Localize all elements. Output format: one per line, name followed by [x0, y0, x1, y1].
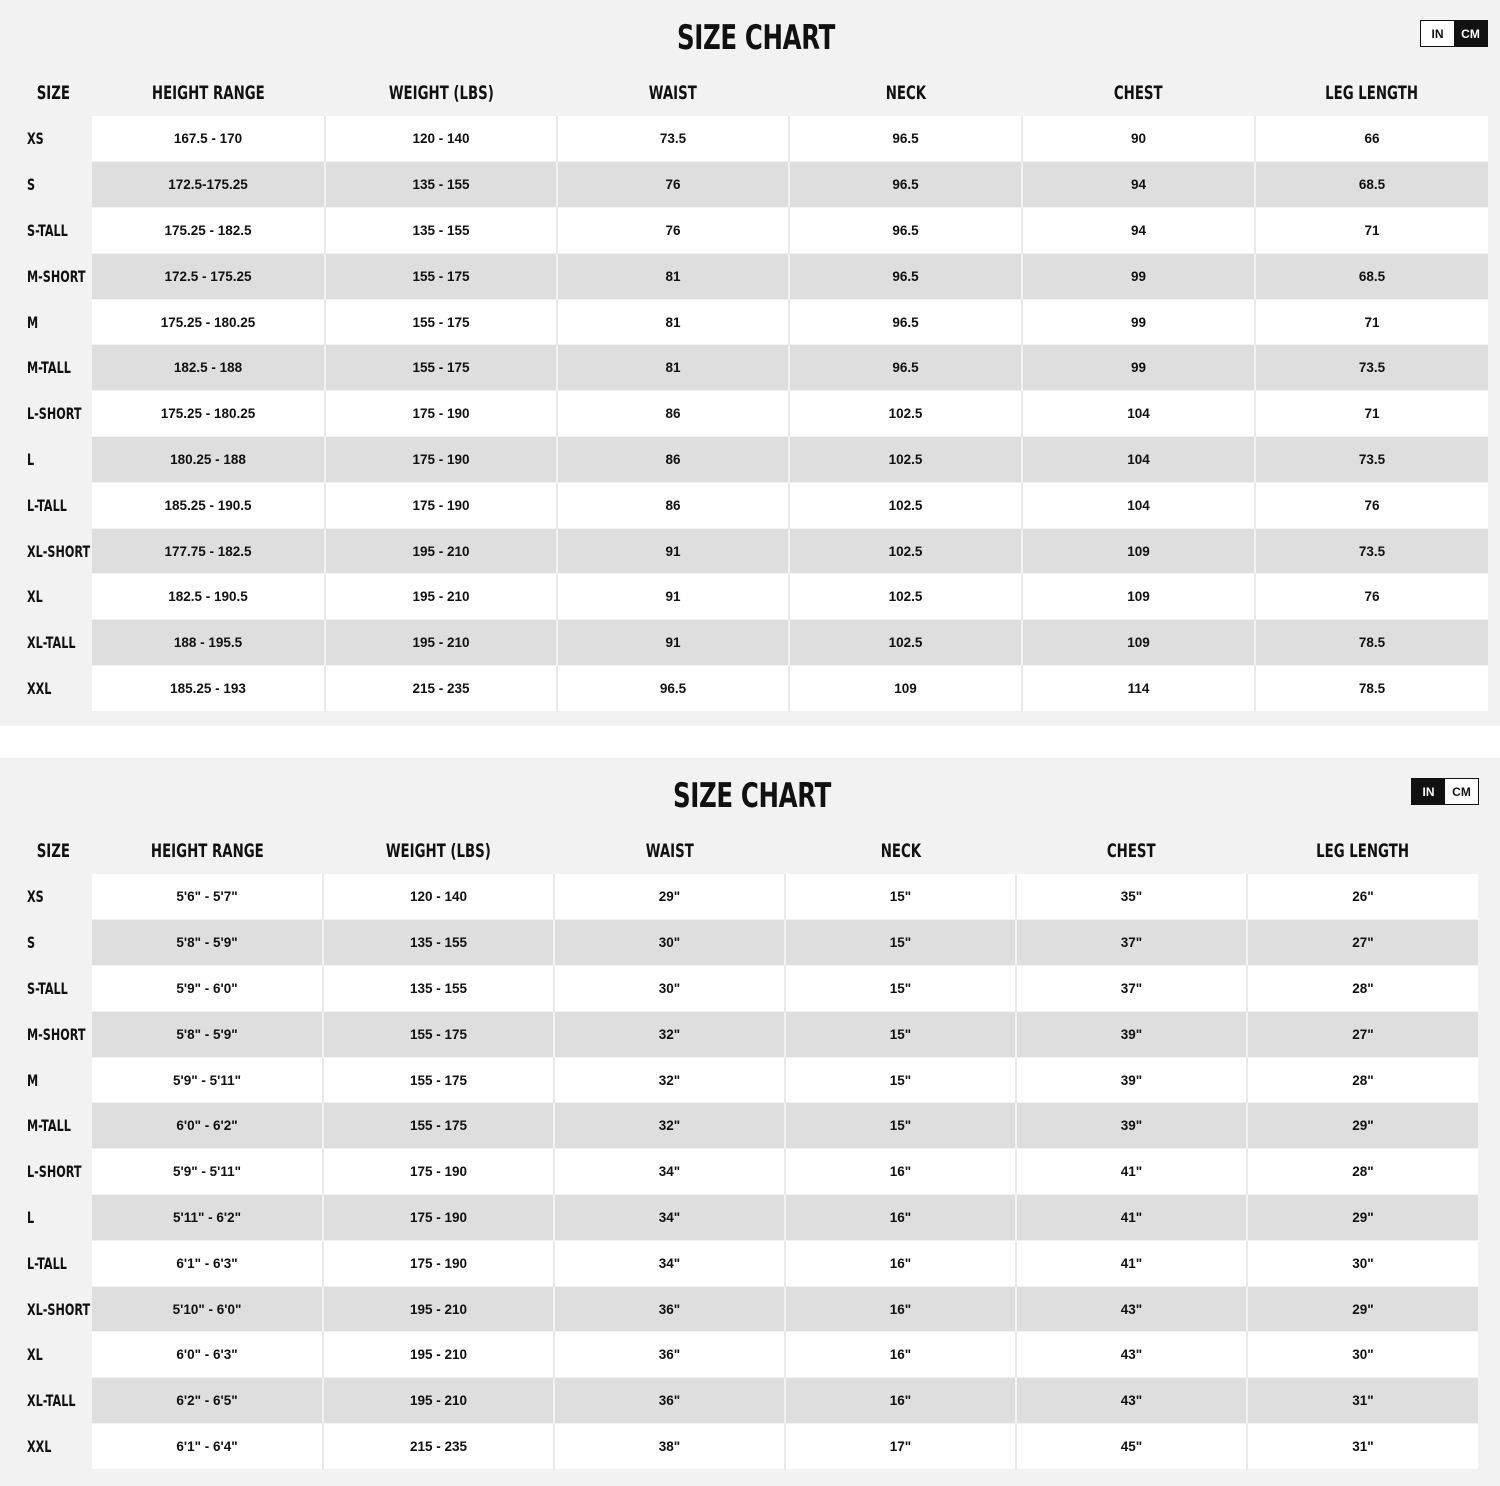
leg-length-cell: 68.5: [1255, 253, 1488, 299]
height-range-cell: 185.25 - 190.5: [92, 482, 325, 528]
header-leg-length: [1247, 828, 1478, 874]
leg-length-cell: 73.5: [1255, 345, 1488, 391]
column-header-label: WAIST: [648, 82, 698, 104]
size-label-text: XS: [27, 129, 44, 149]
size-label: [0, 391, 92, 437]
waist-cell: 81: [557, 253, 789, 299]
table-row: [0, 391, 1488, 437]
header-height-range: [92, 828, 323, 874]
waist-cell: 32": [554, 1103, 785, 1149]
height-range-cell: 5'6" - 5'7": [92, 874, 323, 920]
column-header-label: NECK: [880, 840, 921, 862]
height-range-cell: 175.25 - 182.5: [92, 208, 325, 254]
column-header-label: LEG LENGTH: [1325, 82, 1418, 104]
weight-cell: 155 - 175: [325, 299, 557, 345]
table-row: [0, 1286, 1478, 1332]
table-row: [0, 874, 1478, 920]
waist-cell: 76: [557, 208, 789, 254]
size-chart-in-panel: [0, 758, 1500, 1486]
table-row: [0, 1240, 1478, 1286]
chest-cell: 94: [1022, 208, 1255, 254]
size-label: [0, 874, 92, 920]
header-leg-length: [1255, 70, 1488, 116]
size-label-text: L-TALL: [27, 495, 67, 515]
chest-cell: 43": [1016, 1286, 1247, 1332]
weight-cell: 120 - 140: [323, 874, 554, 920]
weight-cell: 195 - 210: [323, 1332, 554, 1378]
table-row: [0, 920, 1478, 966]
column-header-label: SIZE: [36, 840, 70, 862]
header-size: [0, 828, 92, 874]
height-range-cell: 5'11" - 6'2": [92, 1195, 323, 1241]
leg-length-cell: 29": [1247, 1286, 1478, 1332]
size-label-text: M: [27, 312, 39, 332]
unit-cm-button[interactable]: CM: [1454, 21, 1487, 46]
waist-cell: 91: [557, 574, 789, 620]
header-neck: [789, 70, 1022, 116]
table-row: [0, 1332, 1478, 1378]
leg-length-cell: 26": [1247, 874, 1478, 920]
table-row: [0, 1057, 1478, 1103]
size-label-text: XL-TALL: [27, 633, 76, 653]
waist-cell: 34": [554, 1195, 785, 1241]
size-chart-cm-panel: [0, 0, 1500, 726]
size-label: [0, 208, 92, 254]
leg-length-cell: 76: [1255, 574, 1488, 620]
leg-length-cell: 27": [1247, 920, 1478, 966]
column-header-label: CHEST: [1107, 840, 1156, 862]
height-range-cell: 182.5 - 190.5: [92, 574, 325, 620]
size-label: [0, 1240, 92, 1286]
waist-cell: 91: [557, 620, 789, 666]
height-range-cell: 177.75 - 182.5: [92, 528, 325, 574]
size-label-text: S: [27, 175, 36, 195]
size-label-text: XL-SHORT: [27, 541, 91, 561]
size-label-text: L-TALL: [27, 1253, 67, 1273]
waist-cell: 86: [557, 391, 789, 437]
weight-cell: 120 - 140: [325, 116, 557, 162]
leg-length-cell: 78.5: [1255, 666, 1488, 712]
waist-cell: 81: [557, 299, 789, 345]
neck-cell: 96.5: [789, 116, 1022, 162]
waist-cell: 36": [554, 1332, 785, 1378]
neck-cell: 96.5: [789, 253, 1022, 299]
table-row: [0, 162, 1488, 208]
size-table-cm: [0, 70, 1488, 712]
neck-cell: 16": [785, 1332, 1016, 1378]
weight-cell: 175 - 190: [325, 437, 557, 483]
weight-cell: 175 - 190: [325, 482, 557, 528]
neck-cell: 15": [785, 1011, 1016, 1057]
height-range-cell: 5'9" - 6'0": [92, 966, 323, 1012]
size-label: [0, 620, 92, 666]
chest-cell: 104: [1022, 437, 1255, 483]
chest-cell: 45": [1016, 1424, 1247, 1470]
chest-cell: 99: [1022, 345, 1255, 391]
size-label: [0, 1195, 92, 1241]
waist-cell: 32": [554, 1011, 785, 1057]
weight-cell: 175 - 190: [323, 1195, 554, 1241]
leg-length-cell: 71: [1255, 391, 1488, 437]
waist-cell: 32": [554, 1057, 785, 1103]
column-header-label: HEIGHT RANGE: [152, 82, 265, 104]
unit-toggle: [1411, 778, 1479, 805]
weight-cell: 195 - 210: [325, 620, 557, 666]
neck-cell: 15": [785, 874, 1016, 920]
leg-length-cell: 28": [1247, 1149, 1478, 1195]
neck-cell: 15": [785, 966, 1016, 1012]
size-label: [0, 162, 92, 208]
size-table-in: [0, 828, 1478, 1470]
chest-cell: 109: [1022, 574, 1255, 620]
table-row: [0, 345, 1488, 391]
weight-cell: 175 - 190: [323, 1149, 554, 1195]
weight-cell: 155 - 175: [323, 1057, 554, 1103]
size-label-text: M-TALL: [27, 358, 71, 378]
size-label-text: L: [27, 449, 35, 469]
neck-cell: 102.5: [789, 574, 1022, 620]
weight-cell: 135 - 155: [325, 162, 557, 208]
weight-cell: 215 - 235: [325, 666, 557, 712]
height-range-cell: 185.25 - 193: [92, 666, 325, 712]
weight-cell: 155 - 175: [325, 253, 557, 299]
waist-cell: 34": [554, 1240, 785, 1286]
chest-cell: 41": [1016, 1195, 1247, 1241]
neck-cell: 102.5: [789, 482, 1022, 528]
unit-toggle: [1420, 20, 1488, 47]
weight-cell: 215 - 235: [323, 1424, 554, 1470]
header-weight: [325, 70, 557, 116]
size-label-text: S-TALL: [27, 978, 68, 998]
header-chest: [1016, 828, 1247, 874]
table-row: [0, 253, 1488, 299]
neck-cell: 16": [785, 1240, 1016, 1286]
size-label-text: XXL: [27, 1436, 52, 1456]
size-label: [0, 482, 92, 528]
size-label-text: XXL: [27, 678, 52, 698]
neck-cell: 15": [785, 920, 1016, 966]
size-label-text: XL: [27, 587, 43, 607]
column-header-label: WEIGHT (LBS): [388, 82, 494, 104]
height-range-cell: 175.25 - 180.25: [92, 299, 325, 345]
size-label-text: XS: [27, 887, 44, 907]
column-header-label: NECK: [885, 82, 926, 104]
size-label: [0, 666, 92, 712]
table-row: [0, 1195, 1478, 1241]
leg-length-cell: 27": [1247, 1011, 1478, 1057]
column-header-label: WAIST: [645, 840, 694, 862]
size-label-text: M-TALL: [27, 1116, 71, 1136]
waist-cell: 76: [557, 162, 789, 208]
header-waist: [554, 828, 785, 874]
weight-cell: 135 - 155: [325, 208, 557, 254]
table-row: [0, 1378, 1478, 1424]
waist-cell: 30": [554, 966, 785, 1012]
waist-cell: 29": [554, 874, 785, 920]
size-label: [0, 1378, 92, 1424]
table-row: [0, 1424, 1478, 1470]
size-label: [0, 920, 92, 966]
height-range-cell: 5'10" - 6'0": [92, 1286, 323, 1332]
weight-cell: 155 - 175: [323, 1103, 554, 1149]
neck-cell: 17": [785, 1424, 1016, 1470]
height-range-cell: 180.25 - 188: [92, 437, 325, 483]
weight-cell: 155 - 175: [323, 1011, 554, 1057]
chest-cell: 43": [1016, 1332, 1247, 1378]
waist-cell: 38": [554, 1424, 785, 1470]
leg-length-cell: 31": [1247, 1424, 1478, 1470]
leg-length-cell: 31": [1247, 1378, 1478, 1424]
leg-length-cell: 28": [1247, 1057, 1478, 1103]
waist-cell: 36": [554, 1378, 785, 1424]
neck-cell: 16": [785, 1149, 1016, 1195]
column-header-label: SIZE: [36, 82, 70, 104]
size-label-text: XL-SHORT: [27, 1299, 91, 1319]
neck-cell: 102.5: [789, 528, 1022, 574]
neck-cell: 96.5: [789, 162, 1022, 208]
table-row: [0, 299, 1488, 345]
header-waist: [557, 70, 789, 116]
table-row: [0, 208, 1488, 254]
size-label-text: M-SHORT: [27, 266, 86, 286]
neck-cell: 102.5: [789, 437, 1022, 483]
weight-cell: 135 - 155: [323, 966, 554, 1012]
leg-length-cell: 29": [1247, 1195, 1478, 1241]
header-size: [0, 70, 92, 116]
size-label: [0, 528, 92, 574]
leg-length-cell: 30": [1247, 1332, 1478, 1378]
height-range-cell: 175.25 - 180.25: [92, 391, 325, 437]
height-range-cell: 6'1" - 6'4": [92, 1424, 323, 1470]
table-header-row: [0, 70, 1488, 116]
size-label-text: L-SHORT: [27, 404, 82, 424]
size-label-text: S: [27, 933, 36, 953]
leg-length-cell: 28": [1247, 966, 1478, 1012]
size-chart-title: SIZE CHART: [673, 776, 831, 816]
size-label: [0, 1286, 92, 1332]
neck-cell: 16": [785, 1378, 1016, 1424]
chest-cell: 104: [1022, 482, 1255, 528]
table-row: [0, 1011, 1478, 1057]
size-label: [0, 437, 92, 483]
height-range-cell: 188 - 195.5: [92, 620, 325, 666]
weight-cell: 195 - 210: [325, 528, 557, 574]
size-label: [0, 1424, 92, 1470]
waist-cell: 81: [557, 345, 789, 391]
chest-cell: 41": [1016, 1240, 1247, 1286]
weight-cell: 195 - 210: [323, 1286, 554, 1332]
table-row: [0, 116, 1488, 162]
size-label-text: L-SHORT: [27, 1162, 82, 1182]
leg-length-cell: 68.5: [1255, 162, 1488, 208]
neck-cell: 16": [785, 1195, 1016, 1241]
chest-cell: 39": [1016, 1103, 1247, 1149]
neck-cell: 102.5: [789, 620, 1022, 666]
neck-cell: 96.5: [789, 299, 1022, 345]
table-row: [0, 574, 1488, 620]
height-range-cell: 172.5 - 175.25: [92, 253, 325, 299]
leg-length-cell: 73.5: [1255, 528, 1488, 574]
waist-cell: 96.5: [557, 666, 789, 712]
unit-in-button[interactable]: IN: [1412, 779, 1445, 804]
neck-cell: 96.5: [789, 345, 1022, 391]
header-chest: [1022, 70, 1255, 116]
unit-in-button[interactable]: IN: [1421, 21, 1454, 46]
neck-cell: 102.5: [789, 391, 1022, 437]
neck-cell: 16": [785, 1286, 1016, 1332]
size-label: [0, 253, 92, 299]
size-label-text: XL-TALL: [27, 1391, 76, 1411]
size-label-text: S-TALL: [27, 220, 68, 240]
chest-cell: 109: [1022, 620, 1255, 666]
weight-cell: 175 - 190: [325, 391, 557, 437]
neck-cell: 15": [785, 1057, 1016, 1103]
column-header-label: CHEST: [1114, 82, 1163, 104]
size-label: [0, 1332, 92, 1378]
neck-cell: 96.5: [789, 208, 1022, 254]
table-row: [0, 620, 1488, 666]
table-row: [0, 1103, 1478, 1149]
weight-cell: 155 - 175: [325, 345, 557, 391]
waist-cell: 86: [557, 482, 789, 528]
size-label: [0, 1103, 92, 1149]
size-label-text: M-SHORT: [27, 1024, 86, 1044]
height-range-cell: 5'8" - 5'9": [92, 920, 323, 966]
table-row: [0, 966, 1478, 1012]
height-range-cell: 182.5 - 188: [92, 345, 325, 391]
weight-cell: 175 - 190: [323, 1240, 554, 1286]
size-chart-title: SIZE CHART: [677, 18, 835, 58]
weight-cell: 195 - 210: [325, 574, 557, 620]
height-range-cell: 5'8" - 5'9": [92, 1011, 323, 1057]
chest-cell: 39": [1016, 1011, 1247, 1057]
column-header-label: LEG LENGTH: [1316, 840, 1409, 862]
chest-cell: 90: [1022, 116, 1255, 162]
height-range-cell: 6'0" - 6'2": [92, 1103, 323, 1149]
height-range-cell: 167.5 - 170: [92, 116, 325, 162]
leg-length-cell: 30": [1247, 1240, 1478, 1286]
chest-cell: 37": [1016, 966, 1247, 1012]
waist-cell: 36": [554, 1286, 785, 1332]
chest-cell: 41": [1016, 1149, 1247, 1195]
table-row: [0, 482, 1488, 528]
table-row: [0, 528, 1488, 574]
size-label: [0, 966, 92, 1012]
chest-cell: 35": [1016, 874, 1247, 920]
height-range-cell: 6'0" - 6'3": [92, 1332, 323, 1378]
size-label: [0, 299, 92, 345]
height-range-cell: 6'2" - 6'5": [92, 1378, 323, 1424]
chest-cell: 99: [1022, 253, 1255, 299]
chest-cell: 109: [1022, 528, 1255, 574]
height-range-cell: 5'9" - 5'11": [92, 1057, 323, 1103]
column-header-label: HEIGHT RANGE: [151, 840, 264, 862]
chest-cell: 99: [1022, 299, 1255, 345]
table-row: [0, 666, 1488, 712]
size-label-text: M: [27, 1070, 39, 1090]
unit-cm-button[interactable]: CM: [1445, 779, 1478, 804]
header-height-range: [92, 70, 325, 116]
waist-cell: 34": [554, 1149, 785, 1195]
weight-cell: 135 - 155: [323, 920, 554, 966]
leg-length-cell: 66: [1255, 116, 1488, 162]
height-range-cell: 5'9" - 5'11": [92, 1149, 323, 1195]
waist-cell: 30": [554, 920, 785, 966]
weight-cell: 195 - 210: [323, 1378, 554, 1424]
leg-length-cell: 78.5: [1255, 620, 1488, 666]
waist-cell: 91: [557, 528, 789, 574]
size-label: [0, 1057, 92, 1103]
neck-cell: 15": [785, 1103, 1016, 1149]
size-label: [0, 1011, 92, 1057]
leg-length-cell: 76: [1255, 482, 1488, 528]
size-label: [0, 345, 92, 391]
waist-cell: 73.5: [557, 116, 789, 162]
table-header-row: [0, 828, 1478, 874]
leg-length-cell: 29": [1247, 1103, 1478, 1149]
chest-cell: 43": [1016, 1378, 1247, 1424]
neck-cell: 109: [789, 666, 1022, 712]
header-weight: [323, 828, 554, 874]
size-label: [0, 574, 92, 620]
leg-length-cell: 73.5: [1255, 437, 1488, 483]
height-range-cell: 6'1" - 6'3": [92, 1240, 323, 1286]
size-label: [0, 116, 92, 162]
chest-cell: 94: [1022, 162, 1255, 208]
column-header-label: WEIGHT (LBS): [385, 840, 492, 862]
table-row: [0, 437, 1488, 483]
leg-length-cell: 71: [1255, 299, 1488, 345]
chest-cell: 114: [1022, 666, 1255, 712]
size-label-text: XL: [27, 1345, 43, 1365]
chest-cell: 39": [1016, 1057, 1247, 1103]
chest-cell: 37": [1016, 920, 1247, 966]
header-neck: [785, 828, 1016, 874]
size-label-text: L: [27, 1207, 35, 1227]
table-row: [0, 1149, 1478, 1195]
size-label: [0, 1149, 92, 1195]
waist-cell: 86: [557, 437, 789, 483]
chest-cell: 104: [1022, 391, 1255, 437]
leg-length-cell: 71: [1255, 208, 1488, 254]
height-range-cell: 172.5-175.25: [92, 162, 325, 208]
